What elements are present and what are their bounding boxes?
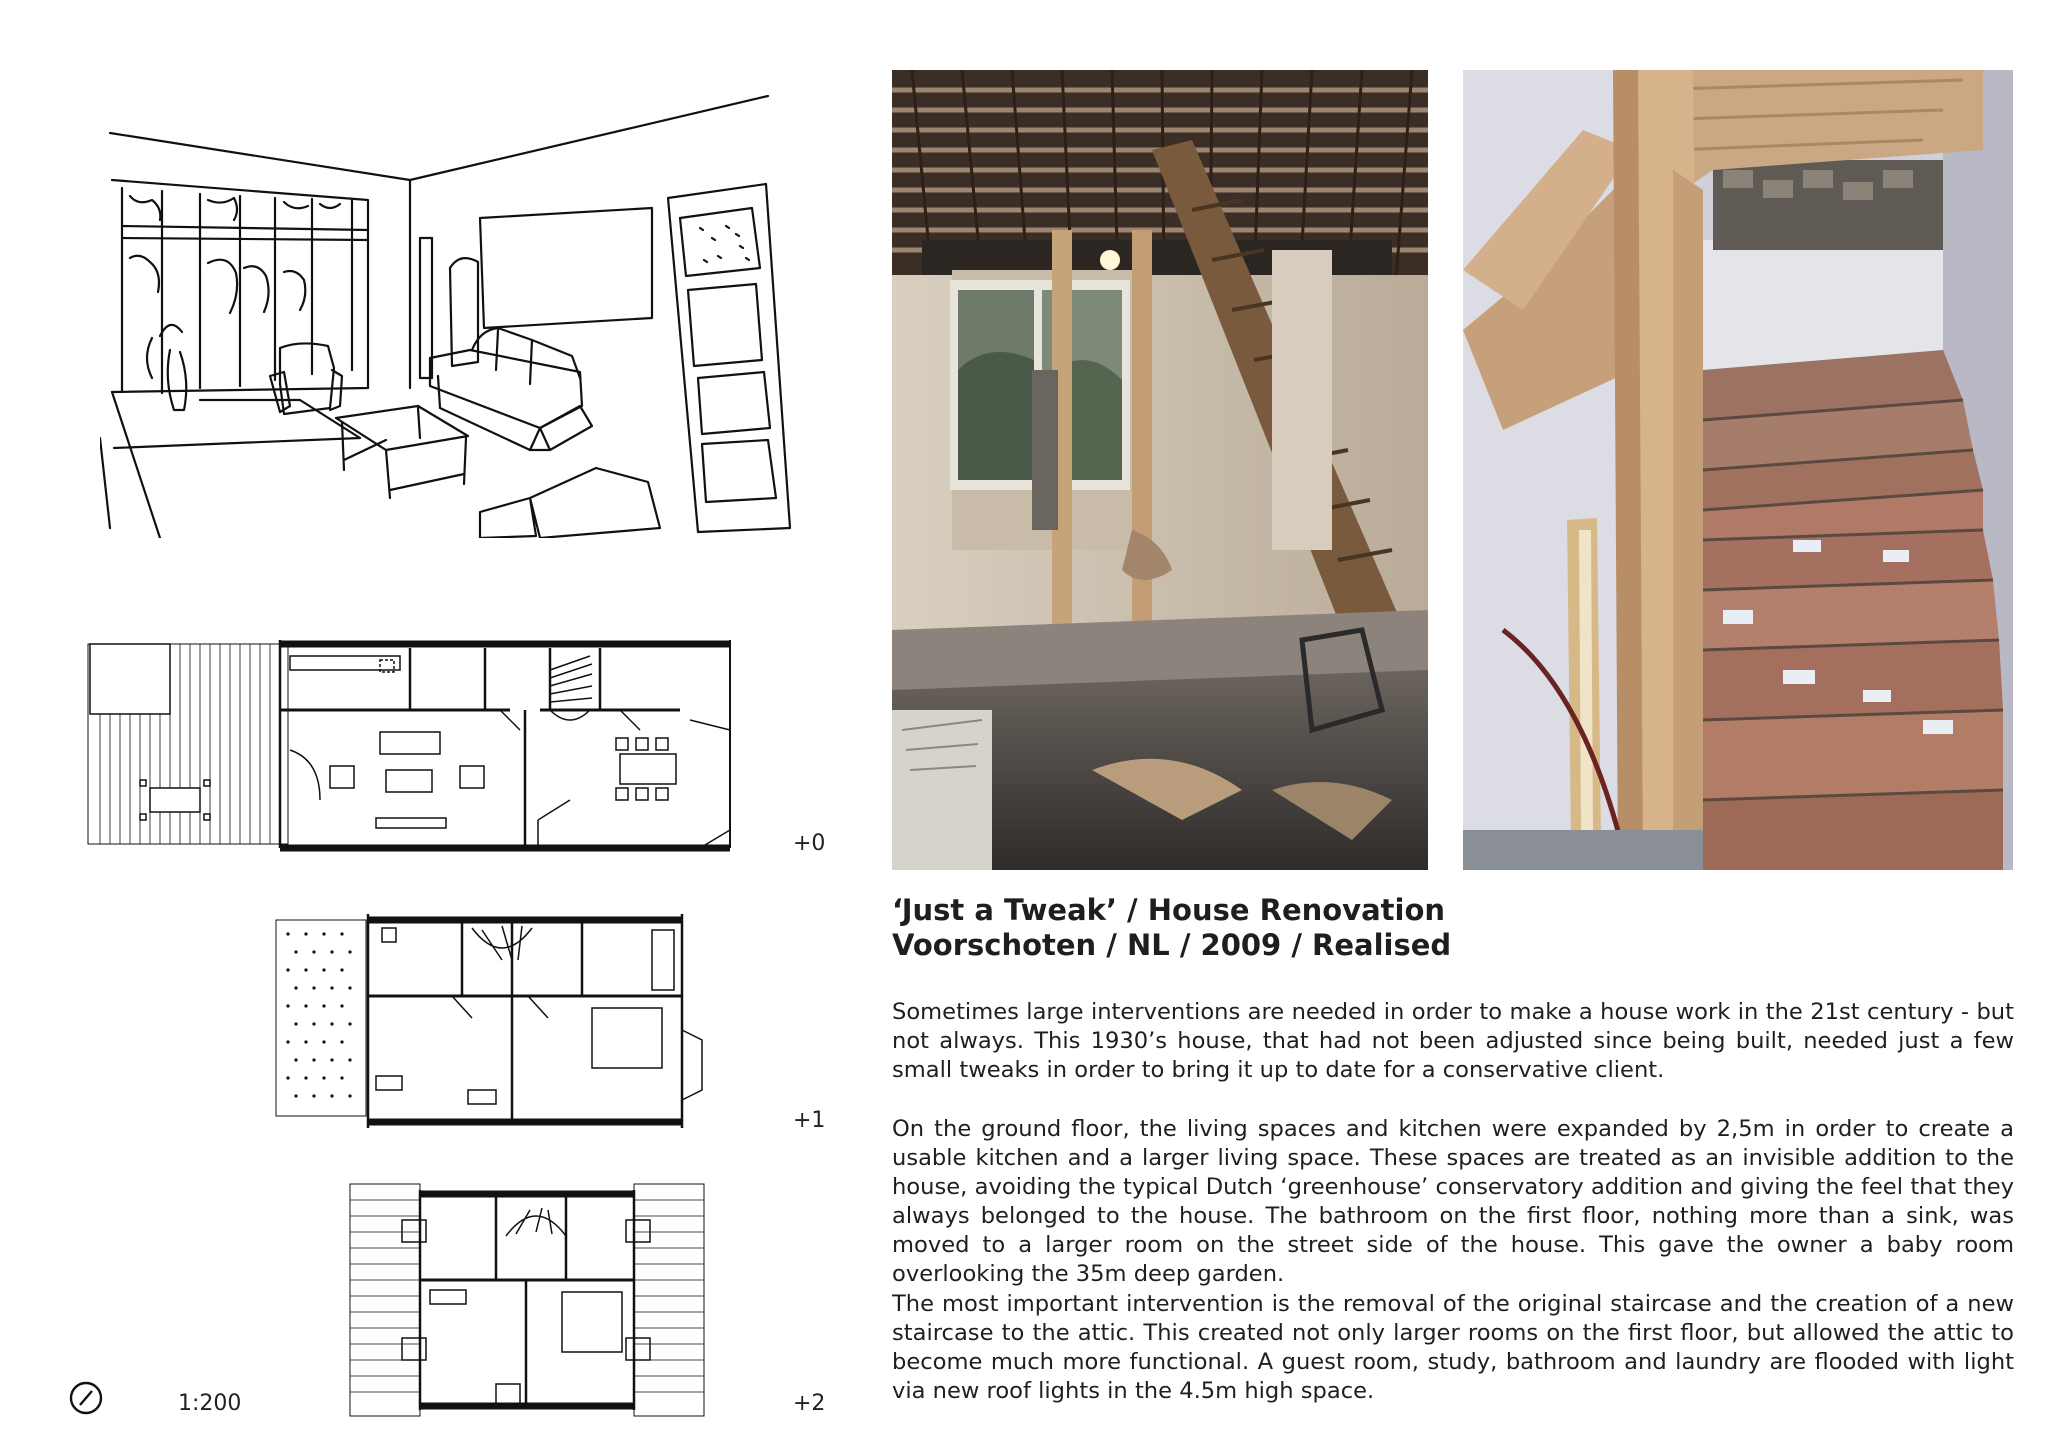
photo-ground-floor-renovation	[892, 70, 1428, 870]
project-title-line2: Voorschoten / NL / 2009 / Realised	[892, 928, 1452, 962]
floor-plan-second	[346, 1180, 736, 1420]
scale-label: 1:200	[178, 1391, 242, 1416]
project-title-line1: ‘Just a Tweak’ / House Renovation	[892, 893, 1446, 927]
north-arrow-icon	[68, 1380, 104, 1416]
description-paragraph-1: Sometimes large interventions are needed in order to make a house work in the 21st century - but not always. This 1930’s house, that had not been adjusted since being built, needed just a few small tweaks in order to bring it up to date for a conservative client.	[892, 999, 2014, 1083]
level-label-first: +1	[793, 1108, 826, 1133]
interior-sketch	[100, 88, 840, 538]
floor-plan-ground	[80, 620, 740, 860]
photo-new-staircase	[1463, 70, 2013, 870]
project-title	[892, 893, 2012, 963]
floor-plan-first	[272, 900, 742, 1140]
level-label-ground: +0	[793, 831, 826, 856]
level-label-second: +2	[793, 1391, 826, 1416]
description-paragraph-3: The most important intervention is the removal of the original staircase and the creation of a new staircase to the attic. This created not only larger rooms on the first floor, but allowed the attic to become much more functional. A guest room, study, bathroom and laundry are flooded with light via new roof lights in the 4.5m high space.	[892, 1291, 2014, 1404]
description-paragraph-2: On the ground floor, the living spaces and kitchen were expanded by 2,5m in order to create a usable kitchen and a larger living space. These spaces are treated as an invisible addition to the house, avoiding the typical Dutch ‘greenhouse’ conservatory addition and giving the feel that they always belonged to the house. The bathroom on the first floor, nothing more than a sink, was moved to a larger room on the street side of the house. This gave the owner a baby room overlooking the 35m deep garden.	[892, 1116, 2014, 1287]
